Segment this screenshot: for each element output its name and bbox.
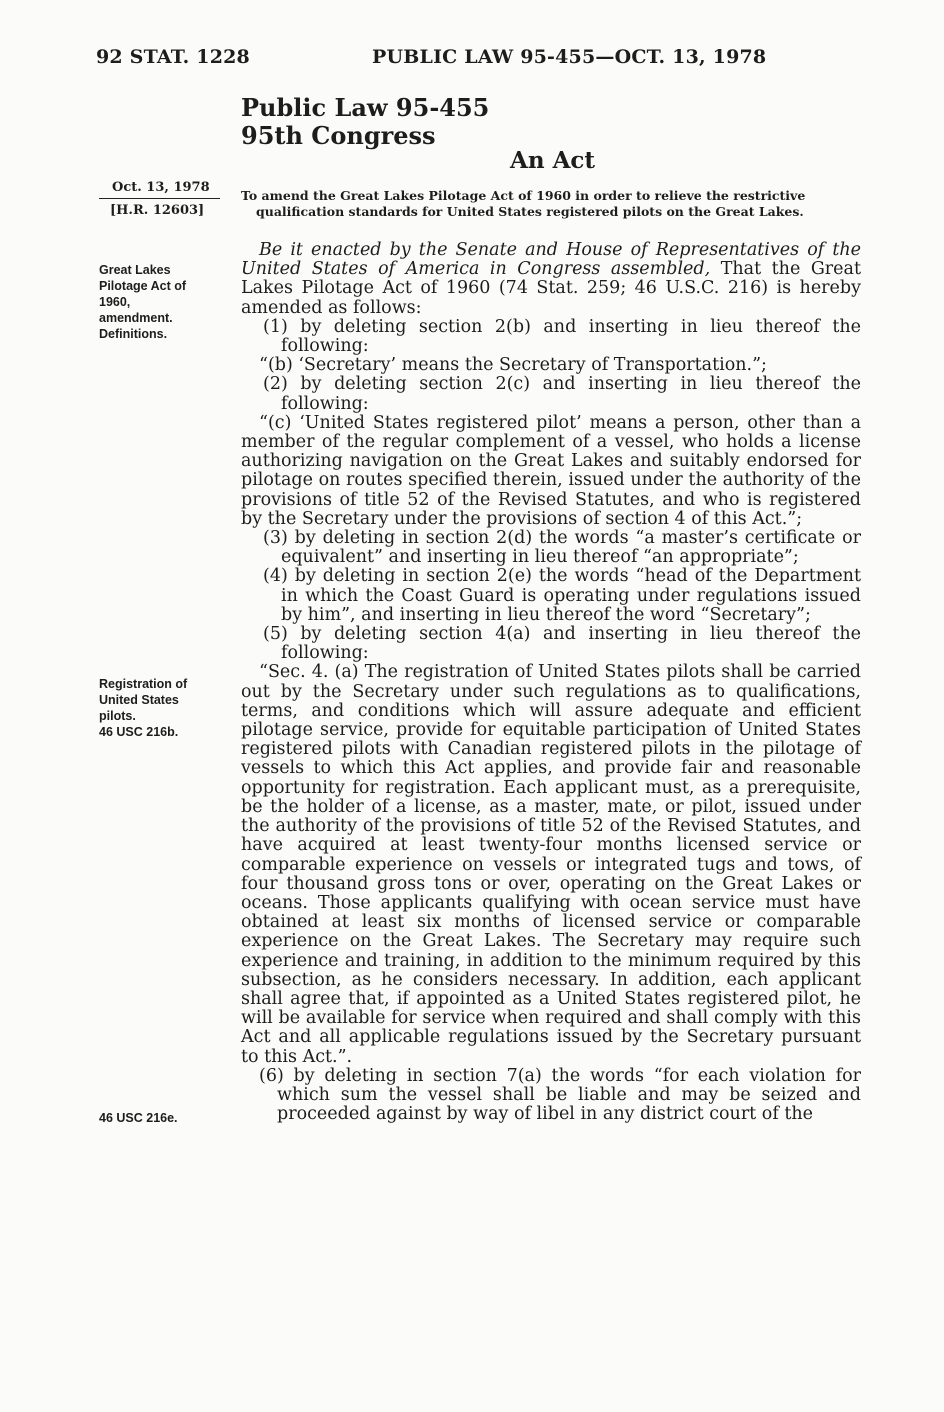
- margin-note-line: United States: [99, 693, 179, 707]
- amendment-4: (4) by deleting in section 2(e) the words “head of the Department in which the Coast Guard is operating under regulations issued by him”, and inserting in lieu thereof the word “Secretary”;: [263, 566, 861, 625]
- enacting-text: That the Great Lakes Pilotage Act of 1960 (74 Stat. 259; 46 U.S.C. 216) is hereby amended as follows:: [241, 259, 861, 318]
- an-act-heading: An Act: [510, 147, 596, 174]
- amendment-1: (1) by deleting section 2(b) and inserting in lieu thereof the following:: [263, 316, 861, 357]
- quoted-definition-c: “(c) ‘United States registered pilot’ means a person, other than a member of the regular complement of a vessel, who holds a license authorizing navigation on the Great Lakes and suitably endorsed for pilotage on routes specified therein, issued under the authority of the provisions of title 52 of the Revised Statutes, and who is registered by the Secretary under the provisions of section 4 of this Act.”;: [241, 412, 861, 529]
- margin-note-line: pilots.: [99, 709, 136, 723]
- margin-note-line: Registration of: [99, 677, 188, 691]
- quoted-definition-b: “(b) ‘Secretary’ means the Secretary of Transportation.”;: [259, 355, 767, 376]
- margin-note-line: 1960,: [99, 295, 131, 309]
- margin-note-usc: 46 USC 216e.: [99, 1111, 178, 1125]
- margin-bill-number: [H.R. 12603]: [110, 203, 205, 218]
- margin-date: Oct. 13, 1978: [112, 180, 210, 195]
- amendment-6: (6) by deleting in section 7(a) the words “for each violation for which sum the vessel shall be liable and may be seized and proceeded against by way of libel in any district court of the: [259, 1065, 861, 1125]
- page-stat-number: 92 STAT. 1228: [96, 46, 250, 68]
- amendment-5: (5) by deleting section 4(a) and inserting in lieu thereof the following:: [263, 624, 861, 664]
- act-body: [241, 241, 861, 1124]
- quoted-section-4a: “Sec. 4. (a) The registration of United States pilots shall be carried out by the Secretary under such regulations as to qualifications, terms, and conditions which will assure adequate and efficient pilotage service, provide for equitable participation of United States registered pilots with Canadian registered pilots in the pilotage of vessels to which this Act applies, and provide fair and reasonable opportunity for registration. Each applicant must, as a prerequisite, be the holder of a license, as a master, mate, or pilot, issued under the authority of the provisions of title 52 of the Revised Statutes, and have acquired at least twenty-four months licensed service or comparable experience on vessels or integrated tugs and tows, of four thousand gross tons or over, operating on the Great Lakes or oceans. Those applicants qualifying with ocean service must have obtained at least six months of licensed service or comparable experience on the Great Lakes. The Secretary may require such experience and training, in addition to the minimum required by this subsection, as he considers necessary. In addition, each applicant shall agree that, if appointed as a United States registered pilot, he will be available for service when required and shall comply with this Act and all applicable regulations issued by the Secretary pursuant to this Act.”.: [241, 662, 861, 1067]
- amendment-2: (2) by deleting section 2(c) and inserting in lieu thereof the following:: [263, 374, 861, 414]
- margin-note-line: 46 USC 216b.: [99, 725, 179, 739]
- date-divider: [99, 198, 220, 199]
- act-purpose: [241, 188, 861, 220]
- margin-note-registration: [99, 676, 187, 740]
- congress-title: 95th Congress: [241, 121, 436, 150]
- margin-note-line: Great Lakes: [99, 263, 171, 277]
- amendment-3: (3) by deleting in section 2(d) the words “a master’s certificate or equivalent” and inserting in lieu thereof “an appropriate”;: [263, 528, 861, 568]
- margin-note-line: Pilotage Act of: [99, 279, 187, 293]
- margin-note-great-lakes: [99, 262, 186, 342]
- law-title: Public Law 95-455: [241, 93, 490, 122]
- margin-note-line: Definitions.: [99, 327, 168, 341]
- purpose-line: To amend the Great Lakes Pilotage Act of 1960 in order to relieve the restrictive: [241, 188, 806, 203]
- running-header: PUBLIC LAW 95-455—OCT. 13, 1978: [372, 46, 767, 68]
- enacting-formula: Be it enacted by the Senate and House of Representatives of the United States of America in Congress assembled,: [241, 240, 861, 280]
- purpose-line: qualification standards for United States registered pilots on the Great Lakes.: [256, 204, 804, 219]
- enacting-clause: [241, 241, 861, 318]
- margin-note-line: amendment.: [99, 311, 173, 325]
